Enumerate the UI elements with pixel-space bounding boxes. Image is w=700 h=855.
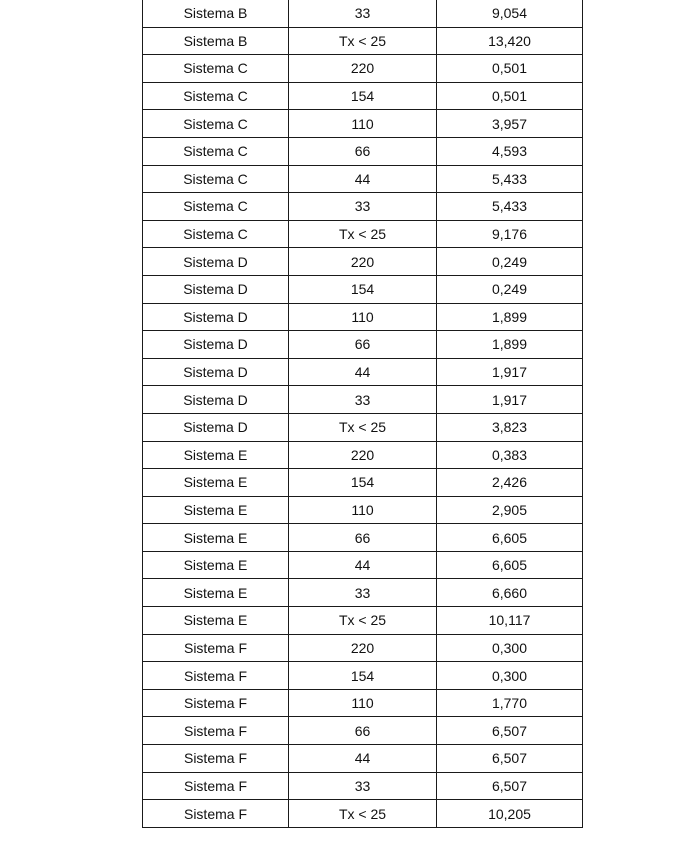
- value-cell: 3,957: [437, 110, 583, 138]
- table-row: [143, 275, 583, 303]
- sistema-cell: Sistema F: [143, 634, 289, 662]
- sistema-cell: Sistema C: [143, 110, 289, 138]
- table-row: [143, 441, 583, 469]
- table-row: [143, 137, 583, 165]
- value-cell: 9,176: [437, 220, 583, 248]
- value-cell: 0,300: [437, 634, 583, 662]
- value-cell: 6,507: [437, 745, 583, 773]
- tension-cell: Tx < 25: [289, 413, 437, 441]
- tension-cell: Tx < 25: [289, 800, 437, 828]
- value-cell: 1,770: [437, 689, 583, 717]
- value-cell: 1,899: [437, 331, 583, 359]
- table-row: [143, 358, 583, 386]
- table-row: [143, 551, 583, 579]
- tension-cell: 220: [289, 441, 437, 469]
- sistema-cell: Sistema E: [143, 579, 289, 607]
- value-cell: 5,433: [437, 193, 583, 221]
- value-cell: 0,249: [437, 275, 583, 303]
- table-row: [143, 662, 583, 690]
- sistema-cell: Sistema D: [143, 303, 289, 331]
- table-row: [143, 524, 583, 552]
- sistema-cell: Sistema E: [143, 524, 289, 552]
- sistema-cell: Sistema D: [143, 331, 289, 359]
- table-row: [143, 248, 583, 276]
- sistema-cell: Sistema D: [143, 275, 289, 303]
- table-row: [143, 303, 583, 331]
- sistema-cell: Sistema C: [143, 220, 289, 248]
- tension-cell: 66: [289, 717, 437, 745]
- table-body: [143, 0, 583, 827]
- table-row: [143, 0, 583, 27]
- tension-cell: 66: [289, 331, 437, 359]
- tension-cell: 154: [289, 275, 437, 303]
- tension-cell: 33: [289, 0, 437, 27]
- tension-cell: Tx < 25: [289, 27, 437, 55]
- sistema-cell: Sistema D: [143, 248, 289, 276]
- table-row: [143, 689, 583, 717]
- sistema-cell: Sistema F: [143, 772, 289, 800]
- table-row: [143, 413, 583, 441]
- tension-cell: 44: [289, 551, 437, 579]
- tension-cell: 220: [289, 55, 437, 83]
- table-row: [143, 82, 583, 110]
- sistema-cell: Sistema D: [143, 386, 289, 414]
- sistema-cell: Sistema F: [143, 800, 289, 828]
- sistema-cell: Sistema E: [143, 469, 289, 497]
- tension-cell: 44: [289, 165, 437, 193]
- value-cell: 0,300: [437, 662, 583, 690]
- sistema-cell: Sistema C: [143, 55, 289, 83]
- value-cell: 13,420: [437, 27, 583, 55]
- value-cell: 6,507: [437, 772, 583, 800]
- value-cell: 3,823: [437, 413, 583, 441]
- sistema-cell: Sistema E: [143, 496, 289, 524]
- tension-cell: 110: [289, 689, 437, 717]
- value-cell: 6,507: [437, 717, 583, 745]
- value-cell: 0,501: [437, 82, 583, 110]
- sistema-cell: Sistema B: [143, 0, 289, 27]
- sistema-cell: Sistema E: [143, 551, 289, 579]
- value-cell: 1,899: [437, 303, 583, 331]
- sistema-cell: Sistema F: [143, 717, 289, 745]
- table-row: [143, 220, 583, 248]
- value-cell: 10,117: [437, 607, 583, 635]
- tension-cell: 110: [289, 110, 437, 138]
- tension-cell: 44: [289, 358, 437, 386]
- value-cell: 2,426: [437, 469, 583, 497]
- tension-cell: 33: [289, 579, 437, 607]
- tension-cell: 44: [289, 745, 437, 773]
- tension-cell: 154: [289, 662, 437, 690]
- value-cell: 2,905: [437, 496, 583, 524]
- tension-cell: 33: [289, 193, 437, 221]
- value-cell: 9,054: [437, 0, 583, 27]
- sistema-cell: Sistema F: [143, 662, 289, 690]
- tension-cell: Tx < 25: [289, 220, 437, 248]
- value-cell: 6,660: [437, 579, 583, 607]
- value-cell: 10,205: [437, 800, 583, 828]
- table-row: [143, 27, 583, 55]
- tension-cell: 154: [289, 82, 437, 110]
- sistema-cell: Sistema C: [143, 82, 289, 110]
- table-row: [143, 579, 583, 607]
- tension-cell: 154: [289, 469, 437, 497]
- table-row: [143, 717, 583, 745]
- tension-cell: 220: [289, 634, 437, 662]
- value-cell: 1,917: [437, 386, 583, 414]
- value-cell: 5,433: [437, 165, 583, 193]
- value-cell: 0,383: [437, 441, 583, 469]
- value-cell: 0,501: [437, 55, 583, 83]
- value-cell: 4,593: [437, 137, 583, 165]
- sistema-cell: Sistema B: [143, 27, 289, 55]
- value-cell: 1,917: [437, 358, 583, 386]
- sistema-cell: Sistema D: [143, 358, 289, 386]
- tension-cell: Tx < 25: [289, 607, 437, 635]
- sistema-cell: Sistema E: [143, 607, 289, 635]
- value-cell: 6,605: [437, 524, 583, 552]
- table-row: [143, 165, 583, 193]
- tension-cell: 33: [289, 386, 437, 414]
- sistema-cell: Sistema F: [143, 689, 289, 717]
- tension-cell: 33: [289, 772, 437, 800]
- tension-cell: 66: [289, 137, 437, 165]
- table-row: [143, 607, 583, 635]
- sistema-cell: Sistema C: [143, 165, 289, 193]
- tension-cell: 110: [289, 303, 437, 331]
- data-table: [142, 0, 583, 828]
- value-cell: 6,605: [437, 551, 583, 579]
- table-row: [143, 800, 583, 828]
- table-row: [143, 634, 583, 662]
- table-row: [143, 193, 583, 221]
- table-row: [143, 772, 583, 800]
- sistema-cell: Sistema E: [143, 441, 289, 469]
- sistema-cell: Sistema C: [143, 137, 289, 165]
- table-row: [143, 386, 583, 414]
- table-row: [143, 110, 583, 138]
- tension-cell: 66: [289, 524, 437, 552]
- table-row: [143, 496, 583, 524]
- sistema-cell: Sistema C: [143, 193, 289, 221]
- table-row: [143, 745, 583, 773]
- tension-cell: 220: [289, 248, 437, 276]
- value-cell: 0,249: [437, 248, 583, 276]
- table-row: [143, 55, 583, 83]
- sistema-cell: Sistema F: [143, 745, 289, 773]
- sistema-cell: Sistema D: [143, 413, 289, 441]
- table-row: [143, 469, 583, 497]
- tension-cell: 110: [289, 496, 437, 524]
- table-row: [143, 331, 583, 359]
